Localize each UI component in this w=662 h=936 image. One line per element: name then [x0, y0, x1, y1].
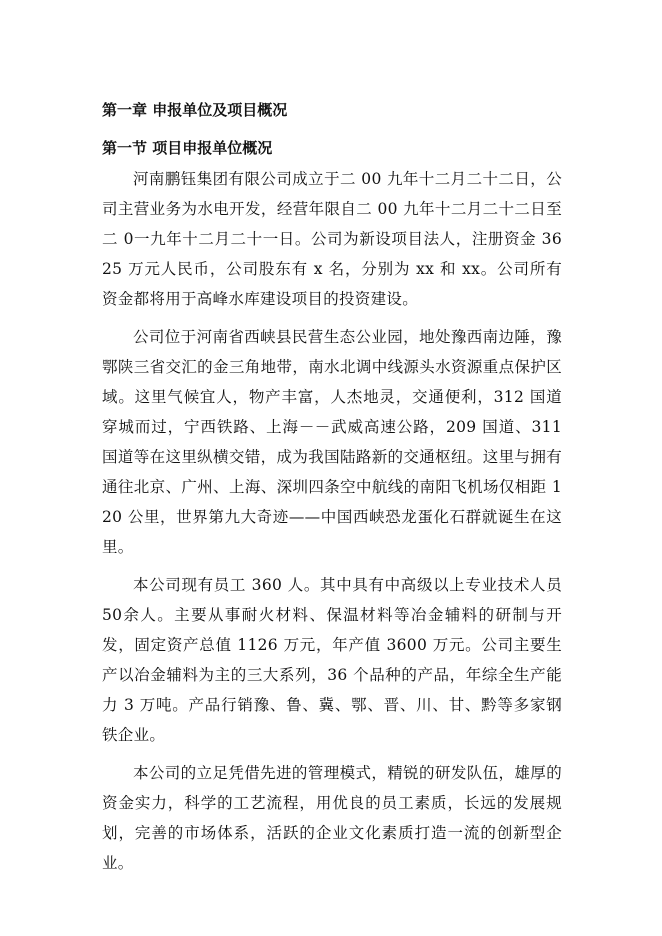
- paragraph-company-founding: 河南鹏钰集团有限公司成立于二 00 九年十二月二十二日，公司主营业务为水电开发，经营年限自二 00 九年十二月二十二日至二 0一九年十二月二十一日。公司为新设项目法人，注册资金 3625 万元人民币，公司股东有 x 名，分别为 xx 和 xx。公司所有资金都将用于高峰水库建设项目的投资建设。: [102, 170, 562, 308]
- section-title: 第一节 项目申报单位概况: [102, 139, 273, 157]
- document-body: [102, 100, 562, 878]
- chapter-title: 第一章 申报单位及项目概况: [102, 101, 288, 119]
- paragraph-company-staff-products: 本公司现有员工 360 人。其中具有中高级以上专业技术人员 50余人。主要从事耐火材料、保温材料等冶金辅料的研制与开发，固定资产总值 1126 万元，年产值 3600 万元。公司主要生产以冶金辅料为主的三大系列，36 个品种的产品，年综全生产能力 3 万吨。产品行销豫、鲁、冀、鄂、晋、川、甘、黔等多家钢铁企业。: [102, 576, 562, 744]
- paragraph-company-strengths: 本公司的立足凭借先进的管理模式，精锐的研发队伍，雄厚的资金实力，科学的工艺流程，用优良的员工素质，长远的发展规划，完善的市场体系，活跃的企业文化素质打造一流的创新型企业。: [102, 764, 562, 872]
- paragraph-company-location: 公司位于河南省西峡县民营生态公业园，地处豫西南边陲，豫鄂陕三省交汇的金三角地带，南水北调中线源头水资源重点保护区域。这里气候宜人，物产丰富，人杰地灵，交通便利，312 国道穿城而过，宁西铁路、上海－－武威高速公路，209 国道、311 国道等在这里纵横交错，成为我国陆路新的交通枢纽。这里与拥有通往北京、广州、上海、深圳四条空中航线的南阳飞机场仅相距 120 公里，世界第九大奇迹——中国西峡恐龙蛋化石群就诞生在这里。: [102, 328, 562, 556]
